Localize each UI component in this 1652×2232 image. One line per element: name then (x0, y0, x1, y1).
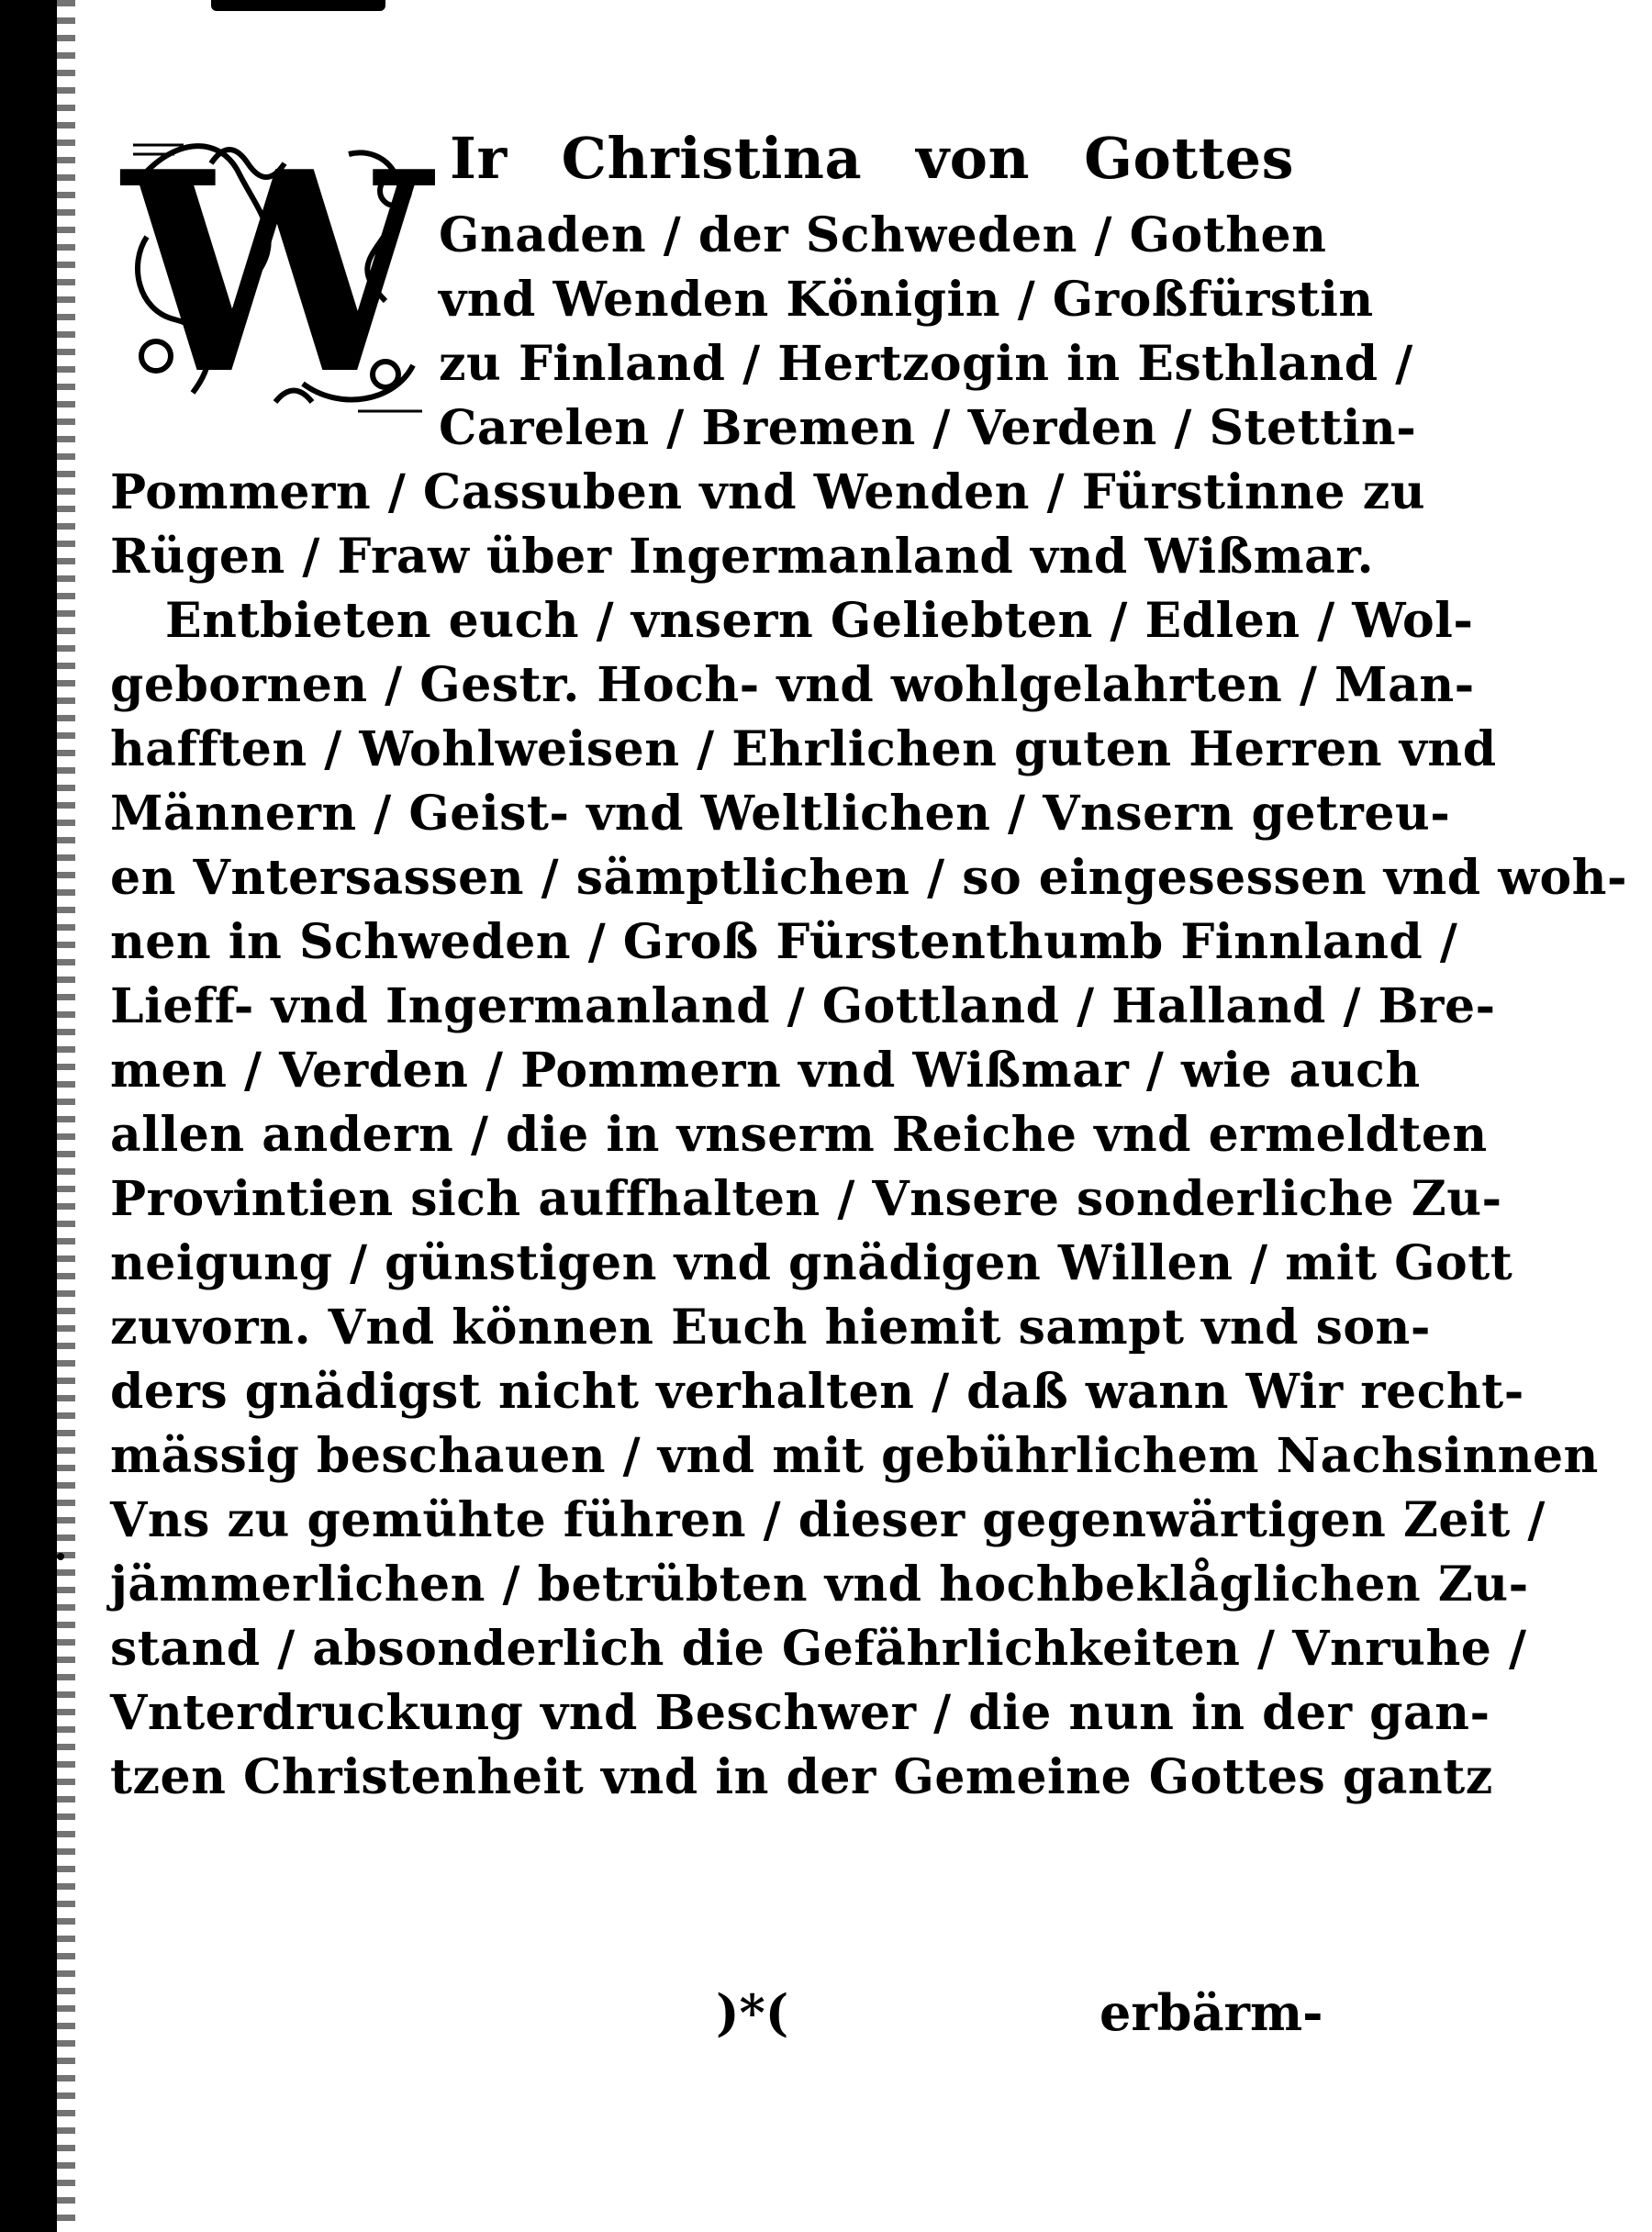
body-line: ders gnädigst nicht verhalten / daß wann Wir recht- (110, 1364, 1524, 1420)
head-line-2: vnd Wenden Königin / Großfürstin (439, 272, 1374, 328)
decorated-initial-ornament (119, 127, 436, 430)
body-line: gebornen / Gestr. Hoch- vnd wohlgelahrten / Man- (110, 657, 1475, 713)
body-line: mässig beschauen / vnd mit gebührlichem Nachsinnen (110, 1428, 1599, 1484)
decorated-initial (119, 127, 436, 430)
body-line: Lieff- vnd Ingermanland / Gottland / Halland / Bre- (110, 978, 1496, 1034)
body-line: Vnterdruckung vnd Beschwer / die nun in der gan- (110, 1685, 1490, 1741)
title-line: Ir Christina von Gottes (450, 125, 1294, 192)
initial-letter: W (122, 127, 432, 430)
body-line: jämmerlichen / betrübten vnd hochbeklåglichen Zu- (110, 1557, 1529, 1613)
body-line: Männern / Geist- vnd Weltlichen / Vnsern getreu- (110, 786, 1451, 842)
body-line: stand / absonderlich die Gefährlichkeiten / Vnruhe / (110, 1621, 1527, 1677)
body-line: neigung / günstigen vnd gnädigen Willen / mit Gott (110, 1235, 1513, 1291)
body-line: Provintien sich auffhalten / Vnsere sonderliche Zu- (110, 1171, 1502, 1227)
body-line: en Vntersassen / sämptlichen / so eingesessen vnd woh- (110, 850, 1628, 906)
body-line: nen in Schweden / Groß Fürstenthumb Finnland / (110, 914, 1458, 970)
head-line-1: Gnaden / der Schweden / Gothen (439, 207, 1327, 263)
catchword: erbärm- (1099, 1983, 1323, 2042)
body-first-line: Entbieten euch / vnsern Geliebten / Edlen / Wol- (165, 593, 1474, 649)
title-continuation-line-2: Rügen / Fraw über Ingermanland vnd Wißmar. (110, 529, 1375, 585)
title-continuation-line-1: Pommern / Cassuben vnd Wenden / Fürstinne zu (110, 464, 1426, 520)
body-line: allen andern / die in vnserm Reiche vnd ermeldten (110, 1107, 1488, 1163)
body-line: hafften / Wohlweisen / Ehrlichen guten Herren vnd (110, 721, 1497, 777)
body-line: men / Verden / Pommern vnd Wißmar / wie auch (110, 1043, 1421, 1099)
head-line-4: Carelen / Bremen / Verden / Stettin- (439, 400, 1417, 456)
body-line: tzen Christenheit vnd in der Gemeine Gottes gantz (110, 1749, 1493, 1805)
head-line-3: zu Finland / Hertzogin in Esthland / (439, 336, 1413, 392)
signature-mark: )*( (716, 1983, 789, 2042)
body-line: Vns zu gemühte führen / dieser gegenwärtigen Zeit / (110, 1492, 1546, 1548)
body-line: zuvorn. Vnd können Euch hiemit sampt vnd son- (110, 1300, 1431, 1356)
